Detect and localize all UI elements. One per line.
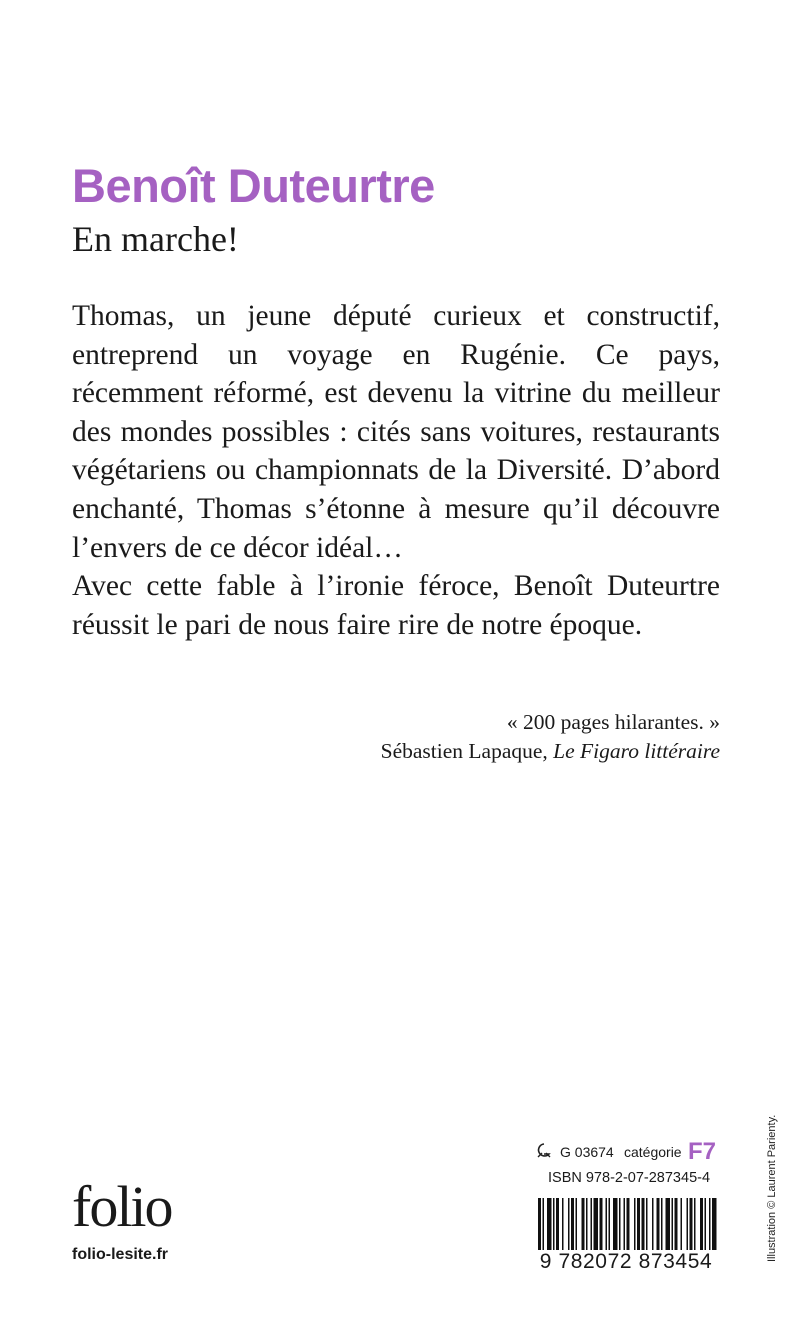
quote-author: Sébastien Lapaque,	[380, 739, 548, 763]
quote-source: Le Figaro littéraire	[553, 739, 720, 763]
category-label: catégorie	[624, 1144, 682, 1160]
illustration-credit: Illustration © Laurent Parienty.	[766, 1114, 778, 1262]
blurb-paragraph: Thomas, un jeune député curieux et constructif, entreprend un voyage en Rugénie. Ce pays, récemment réformé, est devenu la vitrine du meilleur des mondes possibles : cités sans voitures, restaurants végétariens ou championnats de la Diversité. D’abord enchanté, Thomas s’étonne à mesure qu’il découvre l’envers de ce décor idéal…	[72, 300, 720, 564]
blurb	[72, 297, 720, 644]
barcode-digits: 9 782072 873454	[534, 1250, 718, 1274]
catalog-info	[548, 1138, 716, 1166]
author-name: Benoît Duteurtre	[72, 159, 435, 212]
blurb-paragraph: Avec cette fable à l’ironie féroce, Benoît Duteurtre réussit le pari de nous faire rire de notre époque.	[72, 570, 720, 641]
isbn: ISBN 978-2-07-287345-4	[548, 1170, 711, 1186]
folio-logo: folio	[72, 1174, 172, 1239]
gallimard-g-icon	[534, 1142, 554, 1160]
publisher-website: folio-lesite.fr	[72, 1246, 169, 1263]
category-code: F7	[688, 1138, 717, 1165]
quote-attribution	[381, 737, 720, 766]
catalog-code: G 03674	[560, 1144, 614, 1160]
quote-text: « 200 pages hilarantes. »	[506, 710, 720, 734]
press-quote	[381, 708, 720, 766]
book-title: En marche!	[72, 219, 239, 259]
